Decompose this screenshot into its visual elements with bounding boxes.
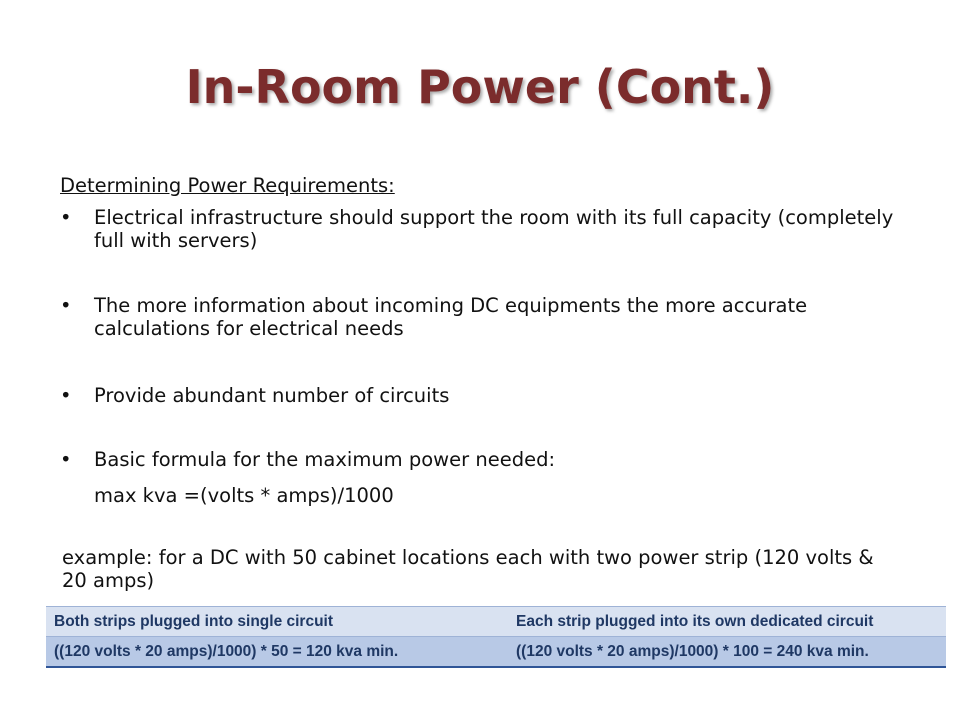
- table-row: [46, 637, 946, 668]
- bullet-text: Provide abundant number of circuits: [94, 384, 450, 407]
- bullet-item: [60, 206, 900, 253]
- bullet-icon: •: [60, 206, 72, 229]
- subheading: Determining Power Requirements:: [60, 174, 395, 197]
- table-header-cell: Each strip plugged into its own dedicated circuit: [508, 607, 946, 637]
- table-cell: ((120 volts * 20 amps)/1000) * 50 = 120 kva min.: [46, 637, 508, 668]
- slide-title: In-Room Power (Cont.): [185, 60, 775, 114]
- table-header-row: [46, 607, 946, 637]
- example-text: example: for a DC with 50 cabinet locations each with two power strip (120 volts & 20 amps): [62, 546, 874, 593]
- bullet-item: [60, 448, 900, 471]
- bullet-text: Basic formula for the maximum power needed:: [94, 448, 556, 471]
- bullet-item: [60, 294, 900, 341]
- power-comparison-table: [46, 606, 946, 668]
- formula-text: max kva =(volts * amps)/1000: [94, 484, 394, 507]
- bullet-item: [60, 384, 900, 407]
- bullet-icon: •: [60, 448, 72, 471]
- bullet-icon: •: [60, 384, 72, 407]
- bullet-text: The more information about incoming DC equipments the more accurate calculations for electrical needs: [94, 294, 808, 341]
- bullet-icon: •: [60, 294, 72, 317]
- table-header-cell: Both strips plugged into single circuit: [46, 607, 508, 637]
- bullet-text: Electrical infrastructure should support the room with its full capacity (completely full with servers): [94, 206, 894, 253]
- table-cell: ((120 volts * 20 amps)/1000) * 100 = 240 kva min.: [508, 637, 946, 668]
